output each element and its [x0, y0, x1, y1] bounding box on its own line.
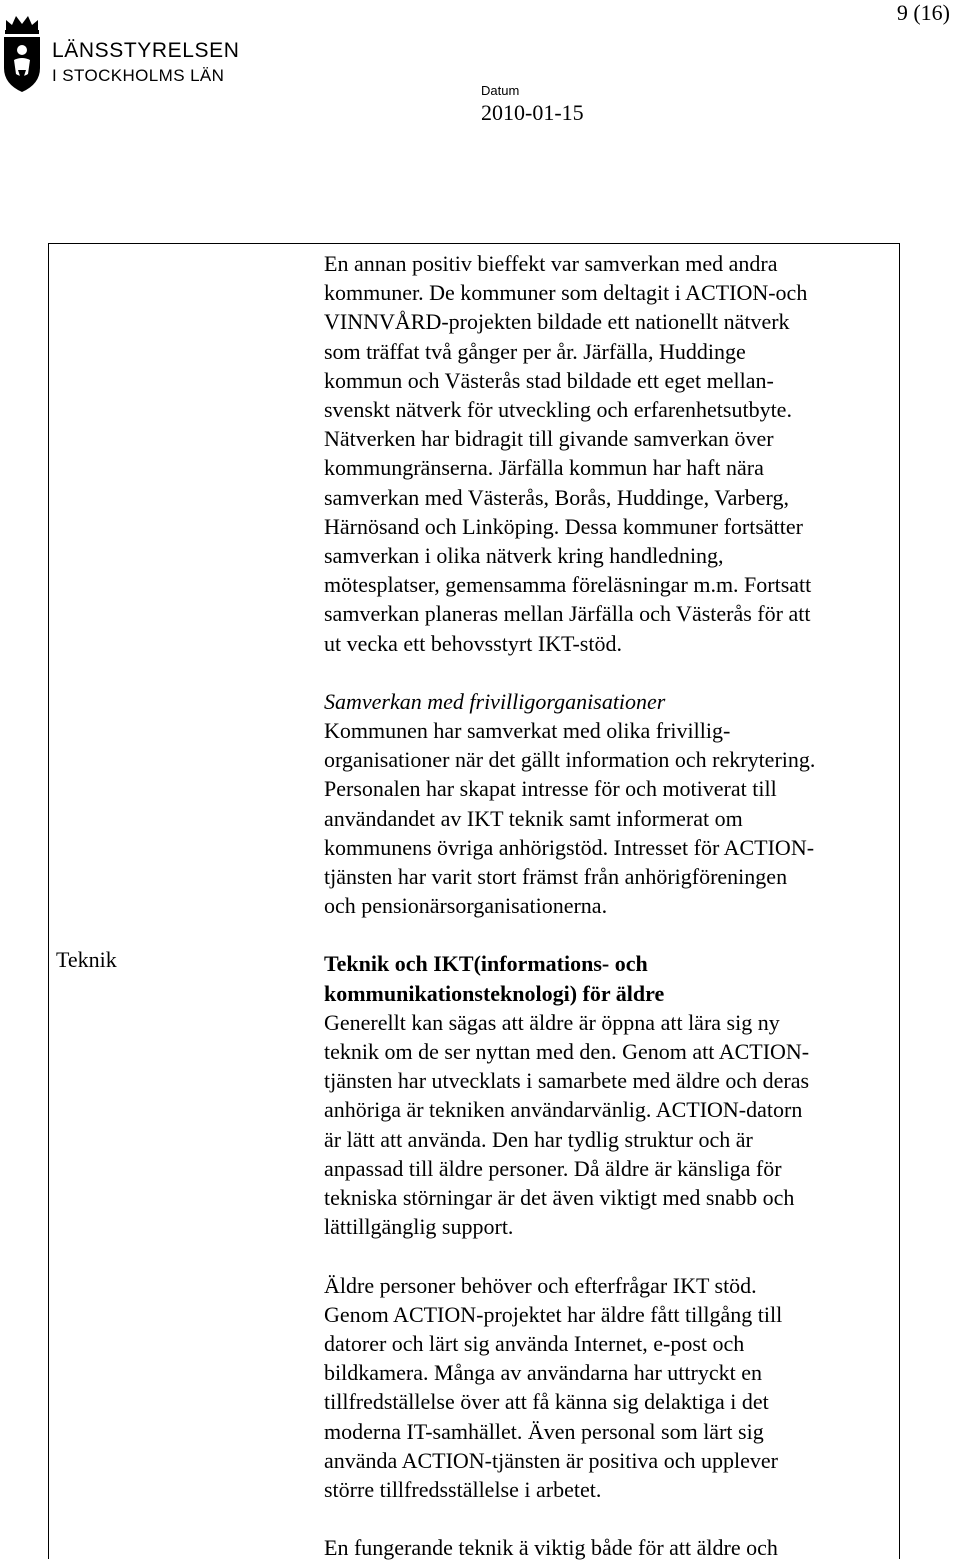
text-line: tjänsten har utvecklats i samarbete med äldre och deras — [324, 1068, 810, 1094]
text-line: är lätt att använda. Den har tydlig struktur och är — [324, 1126, 753, 1152]
organization-name — [52, 38, 240, 88]
org-name-line1: LÄNSSTYRELSEN — [52, 39, 240, 62]
text-line: En annan positiv bieffekt var samverkan med andra — [324, 251, 778, 276]
text-line: lättillgänglig support. — [324, 1214, 514, 1240]
paragraph-functioning-technology — [324, 1533, 894, 1562]
date-label: Datum — [481, 83, 520, 98]
paragraph-volunteer-organizations — [324, 687, 894, 921]
text-line: Generellt kan sägas att äldre är öppna att lära sig ny — [324, 1009, 780, 1035]
date-value: 2010-01-15 — [481, 100, 584, 125]
text-line: tekniska störningar är det även viktigt med snabb och — [324, 1185, 795, 1211]
text-line: använda ACTION-tjänsten är positiva och upplever — [324, 1447, 778, 1473]
coat-of-arms-icon — [0, 10, 44, 94]
text-line: anhöriga är tekniken användarvänlig. ACTION-datorn — [324, 1097, 803, 1123]
text-line: kommun och Västerås stad bildade ett eget mellan- — [324, 367, 774, 393]
county-board-logo — [0, 10, 240, 94]
content-column — [324, 249, 894, 1562]
text-line: Genom ACTION-projektet har äldre fått tillgång till — [324, 1301, 783, 1327]
text-line: VINNVÅRD-projekten bildade ett nationellt nätverk — [324, 309, 790, 335]
text-line: större tillfredsställelse i arbetet. — [324, 1476, 602, 1502]
text-line: kommunens övriga anhörigstöd. Intresset för ACTION- — [324, 834, 815, 860]
text-line: Äldre personer behöver och efterfrågar IKT stöd. — [324, 1272, 757, 1298]
paragraph-collaboration — [324, 249, 894, 658]
text-line: ut vecka ett behovsstyrt IKT-stöd. — [324, 630, 622, 656]
text-line: datorer och lärt sig använda Internet, e-post och — [324, 1330, 745, 1356]
org-name-line2: I STOCKHOLMS LÄN — [52, 66, 225, 85]
text-line: bildkamera. Många av användarna har uttryckt en — [324, 1360, 762, 1386]
text-line: användandet av IKT teknik samt informerat om — [324, 805, 743, 831]
section-label-teknik: Teknik — [56, 947, 117, 972]
text-line: tillfredställelse över att få känna sig delaktiga i det — [324, 1389, 769, 1415]
text-line: Härnösand och Linköping. Dessa kommuner fortsätter — [324, 513, 803, 539]
paragraph-technology — [324, 949, 894, 1241]
text-line: En fungerande teknik ä viktig både för att äldre och — [324, 1535, 778, 1561]
text-line: samverkan planeras mellan Järfälla och Västerås för att — [324, 601, 811, 627]
heading-technology-line1: Teknik och IKT(informations- och — [324, 951, 648, 977]
text-line: kommuner. De kommuner som deltagit i ACTION-och — [324, 280, 808, 306]
text-line: samverkan i olika nätverk kring handledning, — [324, 543, 724, 569]
heading-technology-line2: kommunikationsteknologi) för äldre — [324, 980, 665, 1006]
text-line: Nätverken har bidragit till givande samverkan över — [324, 426, 774, 452]
subheading-volunteer-organizations: Samverkan med frivilligorganisationer — [324, 688, 666, 714]
text-line: organisationer när det gällt information och rekrytering. — [324, 747, 816, 773]
text-line: tjänsten har varit stort främst från anhörigföreningen — [324, 864, 788, 890]
text-line: teknik om de ser nyttan med den. Genom att ACTION- — [324, 1039, 810, 1065]
text-line: kommungränserna. Järfälla kommun har haft nära — [324, 455, 764, 481]
text-line: moderna IT-samhället. Även personal som lärt sig — [324, 1418, 764, 1444]
text-line: som träffat två gånger per år. Järfälla, Huddinge — [324, 338, 746, 364]
paragraph-elderly-it-support — [324, 1271, 894, 1505]
page-number: 9 (16) — [896, 0, 950, 25]
text-line: Kommunen har samverkat med olika frivillig- — [324, 718, 731, 744]
text-line: svenskt nätverk för utveckling och erfarenhetsutbyte. — [324, 397, 792, 423]
text-line: och pensionärsorganisationerna. — [324, 893, 608, 919]
text-line: Personalen har skapat intresse för och motiverat till — [324, 776, 777, 802]
text-line: samverkan med Västerås, Borås, Huddinge, Varberg, — [324, 484, 789, 510]
text-line: mötesplatser, gemensamma föreläsningar m.m. Fortsatt — [324, 572, 812, 598]
text-line: anpassad till äldre personer. Då äldre är känsliga för — [324, 1155, 782, 1181]
